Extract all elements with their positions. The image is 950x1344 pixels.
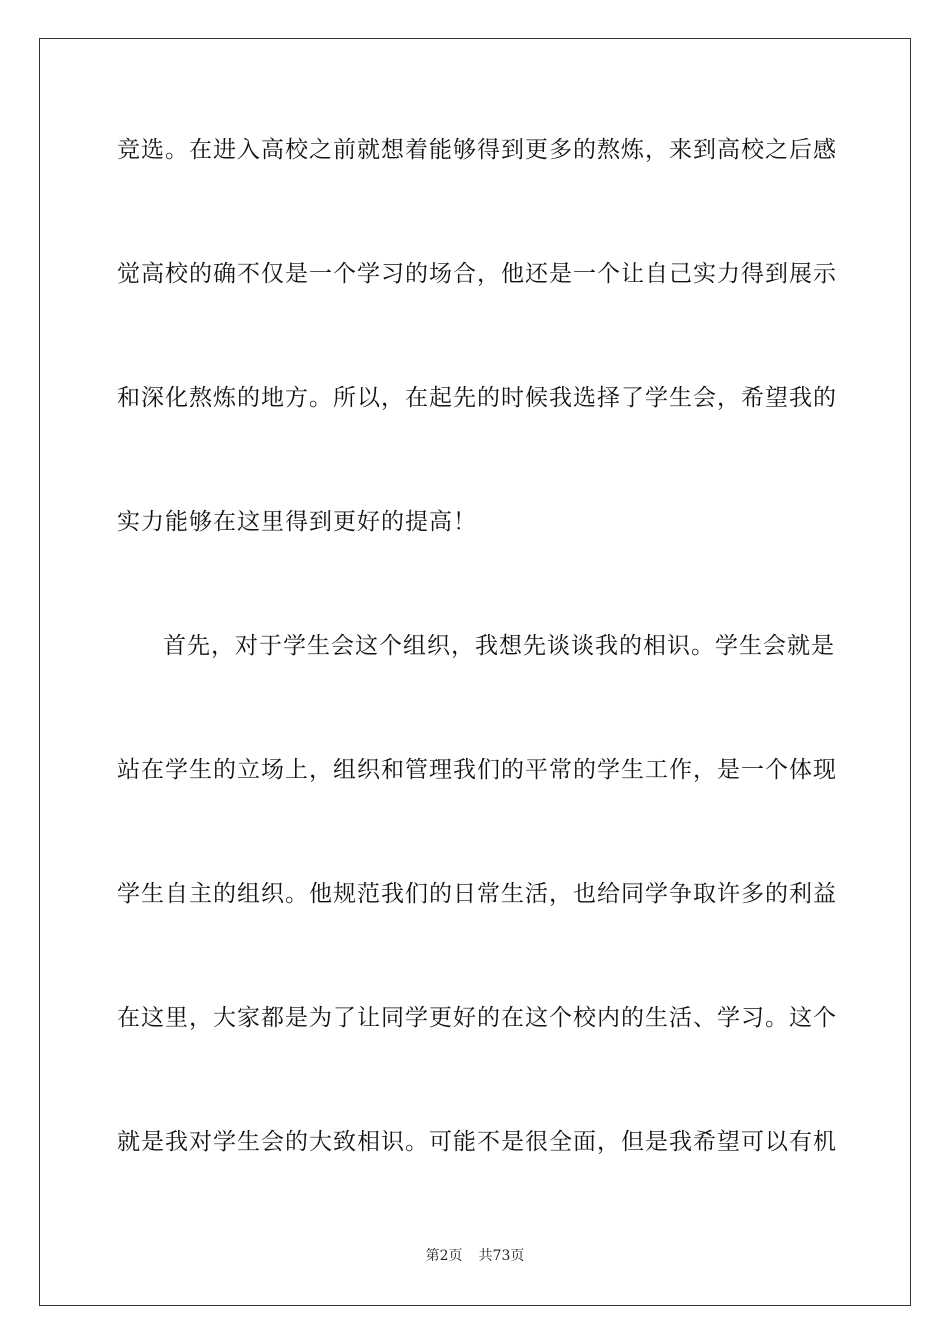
text-line-3: 和深化熬炼的地方。所以，在起先的时候我选择了学生会，希望我的 <box>117 385 837 411</box>
text-line-8: 在这里，大家都是为了让同学更好的在这个校内的生活、学习。这个 <box>117 1005 837 1031</box>
page-number: 第2页 <box>425 1248 463 1264</box>
page-footer <box>0 1246 950 1266</box>
text-line-9: 就是我对学生会的大致相识。可能不是很全面，但是我希望可以有机 <box>117 1129 837 1155</box>
text-line-7: 学生自主的组织。他规范我们的日常生活，也给同学争取许多的利益 <box>117 881 837 907</box>
text-line-4: 实力能够在这里得到更好的提高！ <box>117 509 477 535</box>
page-border <box>39 38 911 1306</box>
text-line-6: 站在学生的立场上，组织和管理我们的平常的学生工作，是一个体现 <box>117 757 837 783</box>
total-pages: 共73页 <box>478 1248 525 1264</box>
text-line-5-paragraph-start: 首先，对于学生会这个组织，我想先谈谈我的相识。学生会就是 <box>163 633 835 659</box>
text-line-2: 觉高校的确不仅是一个学习的场合，他还是一个让自己实力得到展示 <box>117 261 837 287</box>
text-line-1: 竞选。在进入高校之前就想着能够得到更多的熬炼，来到高校之后感 <box>117 137 837 163</box>
